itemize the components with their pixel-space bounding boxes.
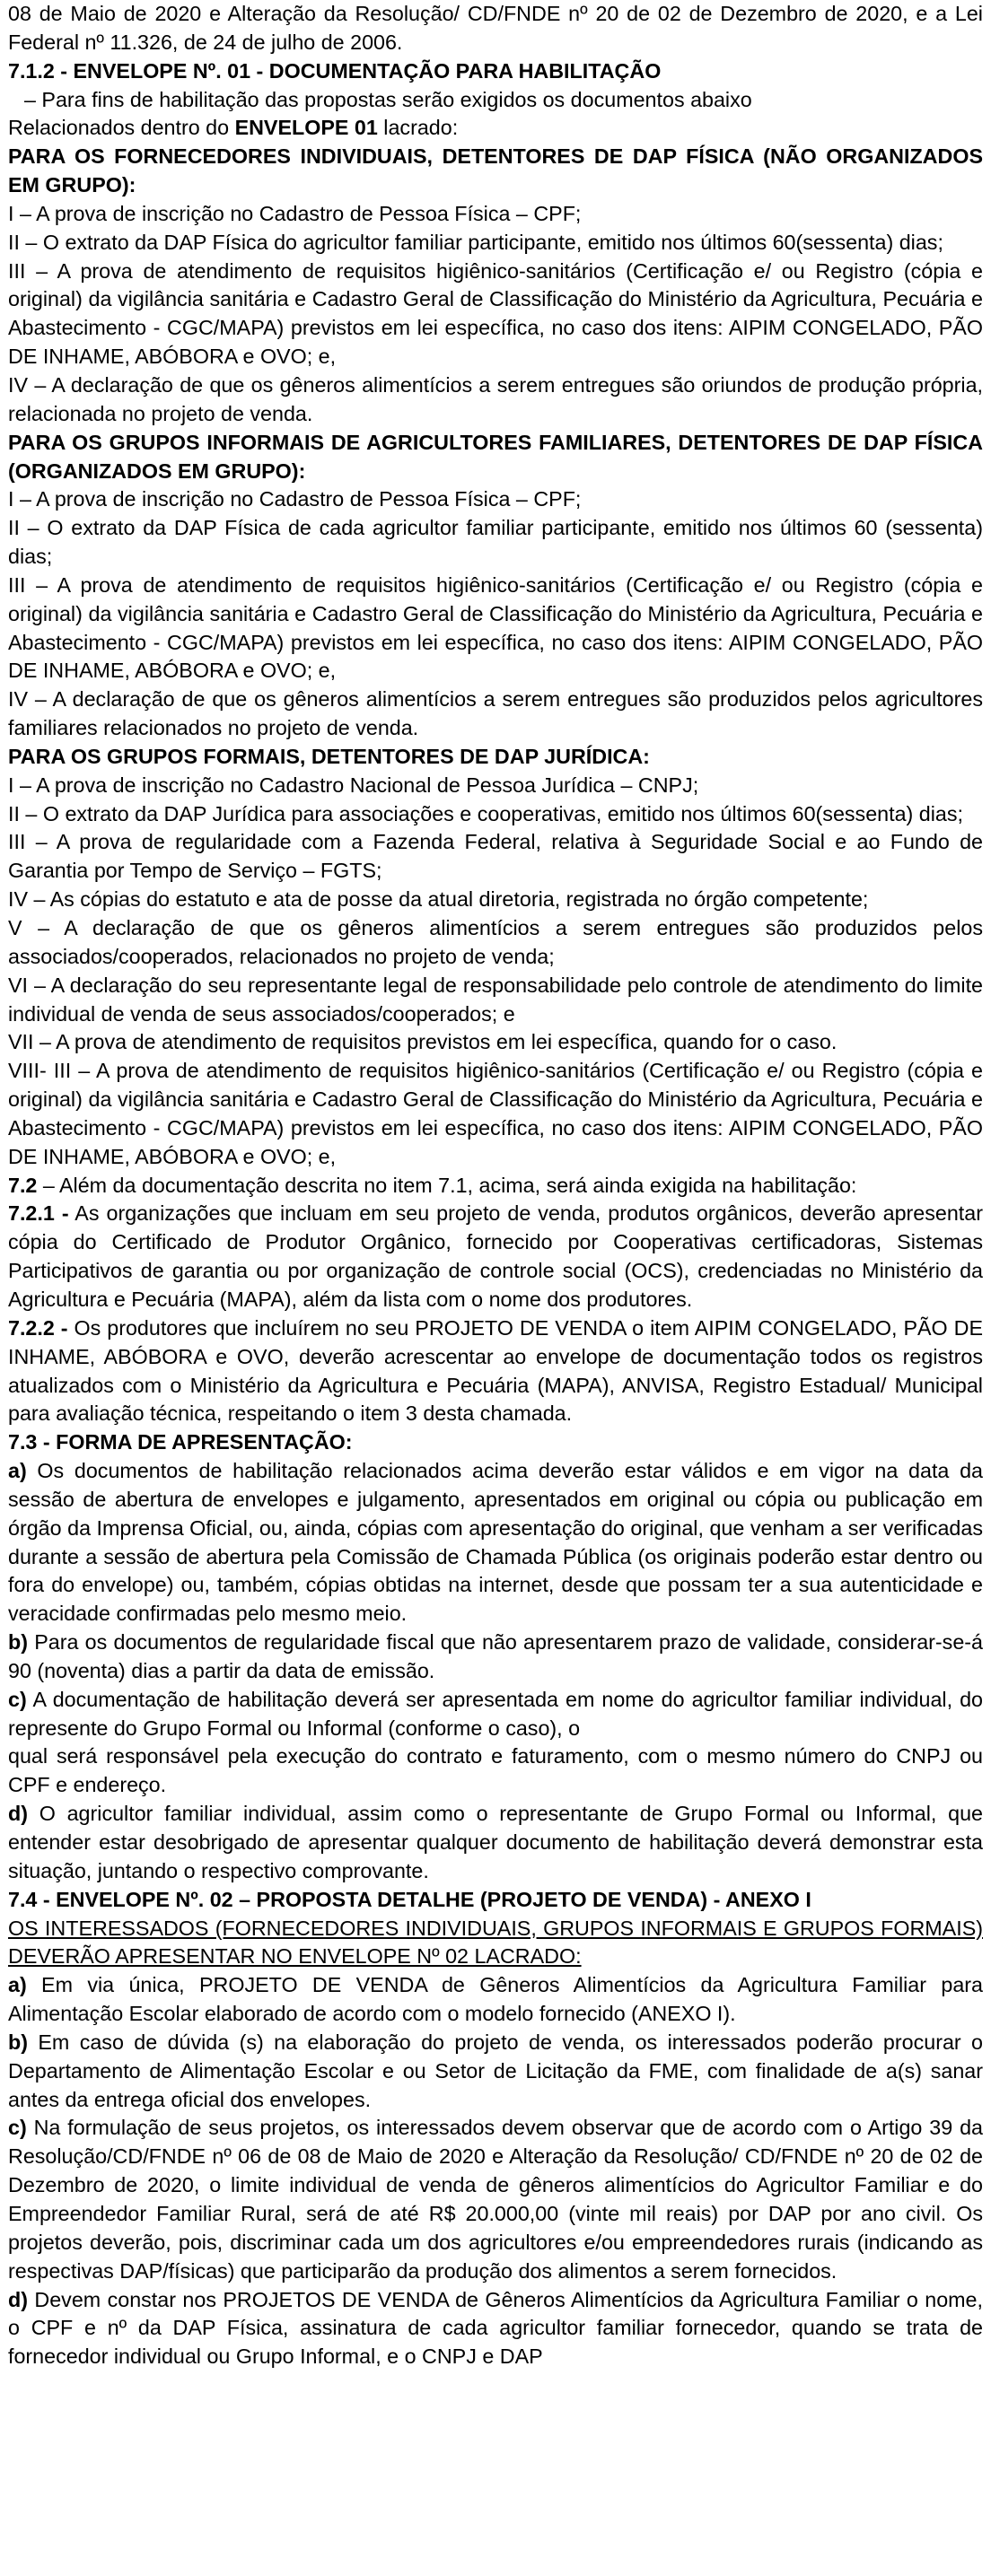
text-run: Relacionados dentro do (8, 116, 235, 140)
text-run: – Além da documentação descrita no item 7.1, acima, será ainda exigida na habilitação: (37, 1173, 857, 1197)
paragraph (8, 1172, 983, 1201)
bold-text: a) (8, 1459, 27, 1483)
text-run: I – A prova de inscrição no Cadastro de Pessoa Física – CPF; (8, 201, 582, 225)
text-run: II – O extrato da DAP Física do agricultor familiar participante, emitido nos últimos 60(sessenta) dias; (8, 230, 943, 254)
bold-text: PARA OS GRUPOS INFORMAIS DE AGRICULTORES FAMILIARES, DETENTORES DE DAP FÍSICA (ORGANIZADOS EM GRUPO): (8, 430, 983, 483)
paragraph (8, 485, 983, 514)
text-run: VII – A prova de atendimento de requisitos previstos em lei específica, quando for o caso. (8, 1030, 838, 1054)
text-run: I – A prova de inscrição no Cadastro de Pessoa Física – CPF; (8, 487, 582, 511)
paragraph (8, 429, 983, 486)
text-run: II – O extrato da DAP Física de cada agricultor familiar participante, emitido nos últimos 60 (sessenta) dias; (8, 516, 983, 569)
text-run: – Para fins de habilitação das propostas serão exigidos os documentos abaixo (24, 87, 752, 111)
paragraph (8, 1915, 983, 1972)
paragraph (8, 572, 983, 685)
text-run: IV – A declaração de que os gêneros alimentícios a serem entregues são produzidos pelos agricultores familiares relacionados no projeto de venda. (8, 687, 983, 740)
paragraph (8, 1314, 983, 1428)
paragraph (8, 914, 983, 972)
paragraph (8, 800, 983, 829)
paragraph (8, 143, 983, 200)
text-run: A documentação de habilitação deverá ser apresentada em nome do agricultor familiar individual, do represente do Grupo Formal ou Informal (conforme o caso), o (8, 1687, 983, 1740)
paragraph (8, 1742, 983, 1800)
bold-text: 7.2.1 - (8, 1201, 69, 1226)
paragraph (8, 514, 983, 572)
text-run: O agricultor familiar individual, assim como o representante de Grupo Formal ou Informal, que entender estar desobrigado de apresentar qualquer documento de habilitação deverá demonstrar esta situação, juntando o respectivo comprovante. (8, 1802, 983, 1882)
text-run: V – A declaração de que os gêneros alimentícios a serem entregues são produzidos pelos associados/cooperados, relacionados no projeto de venda; (8, 916, 983, 968)
paragraph (8, 1686, 983, 1743)
paragraph (8, 743, 983, 772)
paragraph (8, 1057, 983, 1171)
paragraph (8, 772, 983, 800)
text-run: IV – As cópias do estatuto e ata de posse da atual diretoria, registrada no órgão competente; (8, 887, 869, 912)
bold-text: 7.2.2 - (8, 1315, 68, 1340)
bold-text: b) (8, 2030, 28, 2054)
underlined-text: OS INTERESSADOS (FORNECEDORES INDIVIDUAIS, GRUPOS INFORMAIS E GRUPOS FORMAIS) DEVERÃO APRESENTAR NO ENVELOPE Nº 02 LACRADO: (8, 1916, 983, 1969)
text-run: 08 de Maio de 2020 e Alteração da Resolução/ CD/FNDE nº 20 de 02 de Dezembro de 2020, e a Lei Federal nº 11.326, de 24 de julho de 2006. (8, 2, 983, 54)
text-run: As organizações que incluam em seu projeto de venda, produtos orgânicos, deverão apresentar cópia do Certificado de Produtor Orgânico, fornecido por Cooperativas certificadoras, Sistemas Participativos de garantia ou por organização de controle social (OCS), credenciadas no Ministério da Agricultura e Pecuária (MAPA), além da lista com o nome dos produtores. (8, 1201, 983, 1311)
paragraph (8, 2114, 983, 2285)
paragraph (8, 828, 983, 886)
bold-text: 7.4 - ENVELOPE Nº. 02 – PROPOSTA DETALHE (PROJETO DE VENDA) - ANEXO I (8, 1887, 811, 1911)
paragraph (8, 371, 983, 429)
bold-text: 7.3 - FORMA DE APRESENTAÇÃO: (8, 1430, 353, 1454)
bold-text: ENVELOPE 01 (234, 116, 378, 140)
paragraph (8, 1629, 983, 1686)
paragraph (8, 685, 983, 743)
paragraph (8, 1886, 983, 1915)
text-run: qual será responsável pela execução do contrato e faturamento, com o mesmo número do CNPJ ou CPF e endereço. (8, 1744, 983, 1797)
paragraph (8, 1800, 983, 1886)
paragraph (8, 57, 983, 86)
text-run: VI – A declaração do seu representante legal de responsabilidade pelo controle de atendimento do limite individual de venda de seus associados/cooperados; e (8, 973, 983, 1026)
text-run: VIII- III – A prova de atendimento de requisitos higiênico-sanitários (Certificação e/ ou Registro (cópia e original) da vigilância sanitária e Cadastro Geral de Classificação do Ministério da Agricultura, Pecuária e Abastecimento - CGC/MAPA) previstos em lei específica, no caso dos itens: AIPIM CONGELADO, PÃO DE INHAME, ABÓBORA e OVO; e, (8, 1059, 983, 1168)
paragraph (8, 229, 983, 258)
text-run: Em via única, PROJETO DE VENDA de Gêneros Alimentícios da Agricultura Familiar para Alimentação Escolar elaborado de acordo com o modelo fornecido (ANEXO I). (8, 1973, 983, 2026)
text-run: Na formulação de seus projetos, os interessados devem observar que de acordo com o Artigo 39 da Resolução/CD/FNDE nº 06 de 08 de Maio de 2020 e Alteração da Resolução/ CD/FNDE nº 20 de 02 de Dezembro de 2020, o limite individual de venda de gêneros alimentícios do Agricultor Familiar e do Empreendedor Familiar Rural, será de até R$ 20.000,00 (vinte mil reais) por DAP por ano civil. Os projetos deverão, pois, discriminar cada um dos agricultores e/ou empreendedores rurais (indicando as respectivas DAP/físicas) que participarão da produção dos alimentos a serem fornecidos. (8, 2116, 983, 2283)
paragraph (8, 0, 983, 57)
paragraph (8, 1457, 983, 1629)
text-run: Os documentos de habilitação relacionados acima deverão estar válidos e em vigor na data da sessão de abertura de envelopes e julgamento, apresentados em original ou cópia ou publicação em órgão da Imprensa Oficial, ou, ainda, cópias com apresentação do original, que venham a ser verificadas durante a sessão de abertura pela Comissão de Chamada Pública (os originais poderão estar dentro ou fora do envelope) ou, também, cópias obtidas na internet, desde que possam ter a sua autenticidade e veracidade confirmadas pelo mesmo meio. (8, 1459, 983, 1626)
paragraph (8, 1971, 983, 2029)
paragraph (8, 200, 983, 229)
text-run: III – A prova de regularidade com a Fazenda Federal, relativa à Seguridade Social e ao Fundo de Garantia por Tempo de Serviço – FGTS; (8, 830, 983, 883)
text-run: Devem constar nos PROJETOS DE VENDA de Gêneros Alimentícios da Agricultura Familiar o nome, o CPF e nº da DAP Física, assinatura de cada agricultor familiar fornecedor, quando se trata de fornecedor individual ou Grupo Informal, e o CNPJ e DAP (8, 2287, 983, 2369)
text-run: II – O extrato da DAP Jurídica para associações e cooperativas, emitido nos últimos 60(sessenta) dias; (8, 801, 963, 825)
paragraph (8, 258, 983, 371)
bold-text: c) (8, 2116, 27, 2140)
text-run: III – A prova de atendimento de requisitos higiênico-sanitários (Certificação e/ ou Registro (cópia e original) da vigilância sanitária e Cadastro Geral de Classificação do Ministério da Agricultura, Pecuária e Abastecimento - CGC/MAPA) previstos em lei específica, no caso dos itens: AIPIM CONGELADO, PÃO DE INHAME, ABÓBORA e OVO; e, (8, 572, 983, 683)
bold-text: 7.1.2 - ENVELOPE Nº. 01 - DOCUMENTAÇÃO PARA HABILITAÇÃO (8, 58, 662, 83)
text-run: Em caso de dúvida (s) na elaboração do projeto de venda, os interessados poderão procurar o Departamento de Alimentação Escolar e ou Setor de Licitação da FME, com finalidade de a(s) sanar antes da entrega oficial dos envelopes. (8, 2030, 983, 2111)
paragraph (8, 86, 983, 115)
paragraph (8, 1428, 983, 1457)
text-run: Os produtores que incluírem no seu PROJETO DE VENDA o item AIPIM CONGELADO, PÃO DE INHAME, ABÓBORA e OVO, deverão acrescentar ao envelope de documentação todos os registros atualizados com o Ministério da Agricultura e Pecuária (MAPA), ANVISA, Registro Estadual/ Municipal para avaliação técnica, respeitando o item 3 desta chamada. (8, 1315, 983, 1426)
paragraph (8, 1200, 983, 1314)
bold-text: PARA OS GRUPOS FORMAIS, DETENTORES DE DAP JURÍDICA: (8, 744, 650, 768)
paragraph (8, 2029, 983, 2115)
paragraph (8, 972, 983, 1029)
text-run: I – A prova de inscrição no Cadastro Nacional de Pessoa Jurídica – CNPJ; (8, 773, 699, 797)
bold-text: d) (8, 1802, 28, 1826)
bold-text: b) (8, 1630, 28, 1655)
paragraph (8, 114, 983, 143)
paragraph (8, 886, 983, 914)
bold-text: c) (8, 1687, 27, 1711)
text-run: Para os documentos de regularidade fiscal que não apresentarem prazo de validade, considerar-se-á 90 (noventa) dias a partir da data de emissão. (8, 1630, 983, 1682)
bold-text: a) (8, 1973, 27, 1997)
bold-text: PARA OS FORNECEDORES INDIVIDUAIS, DETENTORES DE DAP FÍSICA (NÃO ORGANIZADOS EM GRUPO): (8, 144, 983, 197)
text-run: IV – A declaração de que os gêneros alimentícios a serem entregues são oriundos de produção própria, relacionada no projeto de venda. (8, 372, 983, 425)
paragraph (8, 2286, 983, 2372)
bold-text: 7.2 (8, 1173, 38, 1197)
bold-text: d) (8, 2287, 28, 2311)
text-run: lacrado: (377, 116, 459, 140)
paragraph (8, 1028, 983, 1057)
text-run: III – A prova de atendimento de requisitos higiênico-sanitários (Certificação e/ ou Registro (cópia e original) da vigilância sanitária e Cadastro Geral de Classificação do Ministério da Agricultura, Pecuária e Abastecimento - CGC/MAPA) previstos em lei específica, no caso dos itens: AIPIM CONGELADO, PÃO DE INHAME, ABÓBORA e OVO; e, (8, 258, 983, 369)
